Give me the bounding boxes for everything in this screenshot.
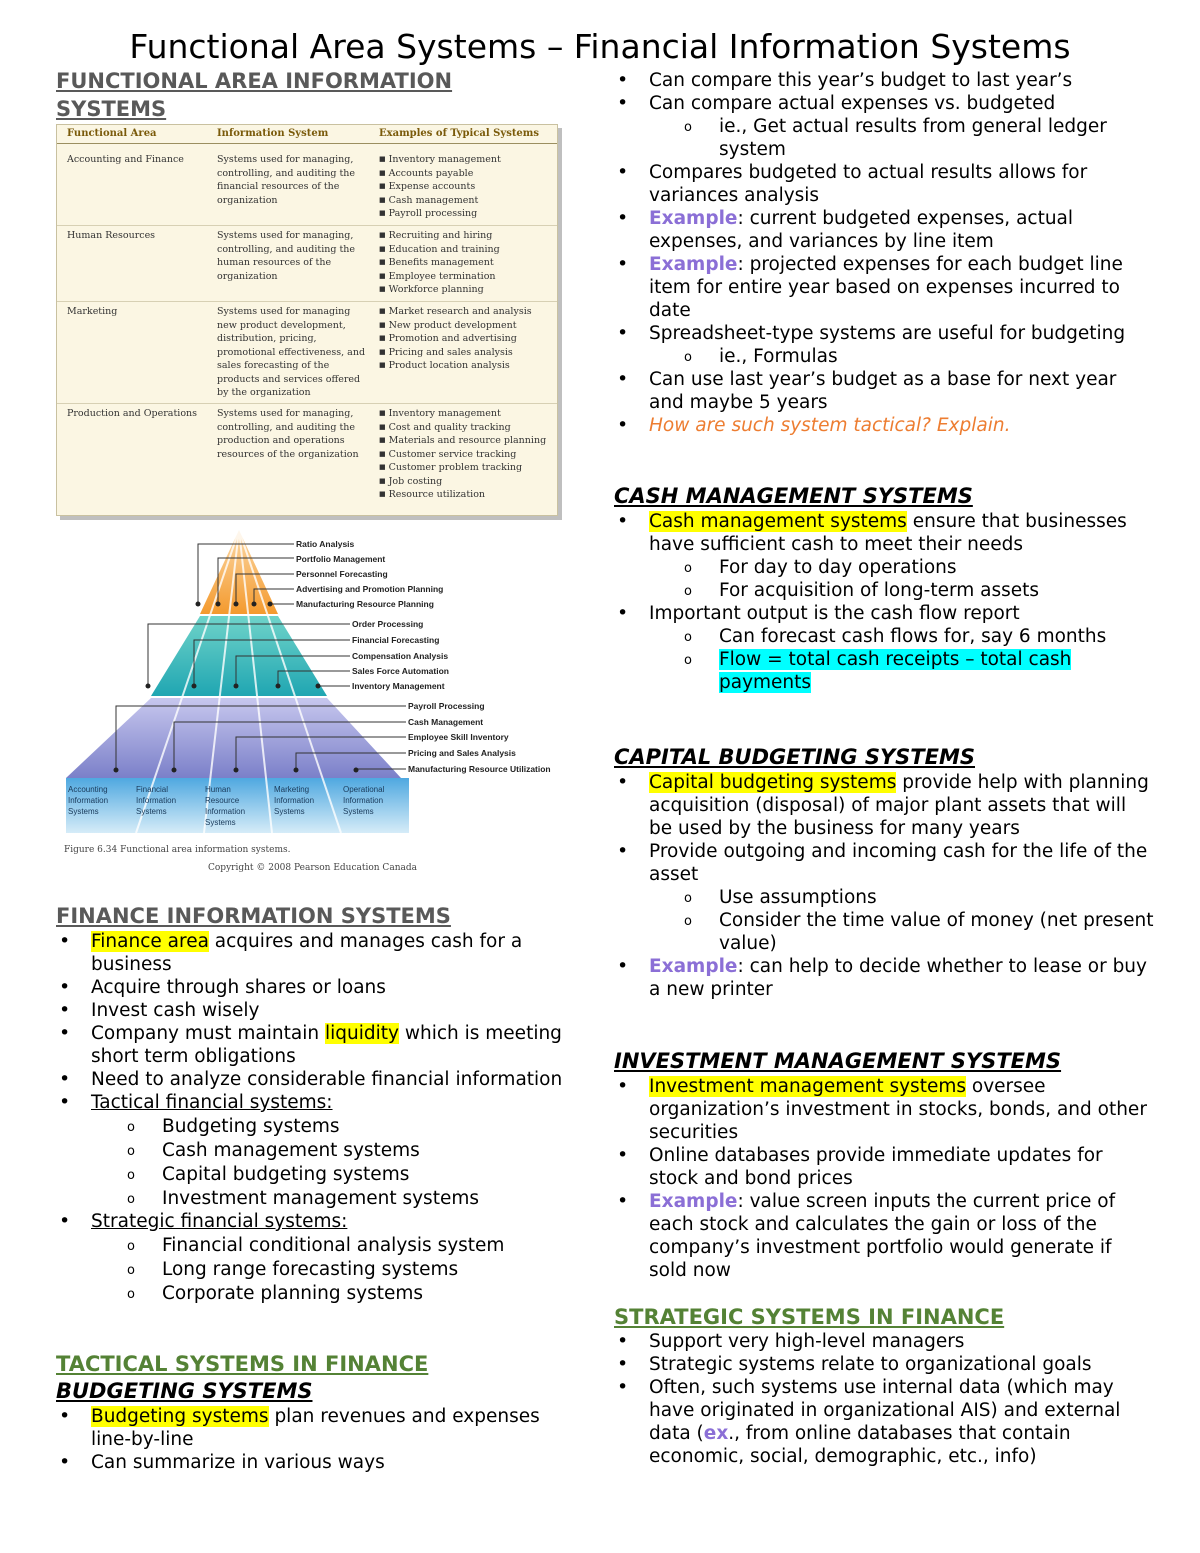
table-cell: Marketing	[67, 306, 118, 317]
highlight-term: Flow = total cash receipts – total cash payments	[719, 649, 1072, 693]
sub-list-item: o For acquisition of long-term assets	[614, 579, 1154, 602]
item-text: Company must maintain	[91, 1023, 325, 1044]
base-label: Information	[274, 796, 315, 805]
sub-list-item: o Use assumptions	[614, 886, 1154, 909]
sub-list-item: o Financial conditional analysis system	[56, 1234, 576, 1257]
highlight-term: Budgeting systems	[91, 1406, 269, 1427]
list-item: ■ Product location analysis	[379, 359, 554, 373]
item-text: oversee organization’s investment in stocks, bonds, and other securities	[649, 1076, 1147, 1143]
sub-list-item: o Budgeting systems	[56, 1115, 576, 1138]
list-item	[56, 1022, 576, 1068]
list-item: • Important output is the cash flow report	[614, 602, 1154, 625]
list-item: ■ Benefits management	[379, 256, 554, 270]
highlight-term: Capital budgeting systems	[649, 772, 897, 793]
item-text: ., from online databases that contain economic, social, demographic, etc., info)	[649, 1423, 1071, 1467]
list-item: ■ Cost and quality tracking	[379, 421, 554, 435]
base-label: Information	[68, 796, 109, 805]
list-item: ■ Workforce planning	[379, 283, 554, 297]
list-item: ■ Inventory management	[379, 407, 554, 421]
item-text: plan revenues and expenses line-by-line	[91, 1406, 540, 1450]
pyramid-label: Ratio Analysis	[296, 539, 355, 549]
example-label: ex	[703, 1423, 729, 1444]
pyramid-label: Manufacturing Resource Planning	[296, 599, 434, 609]
base-label: Information	[136, 796, 177, 805]
pyramid-label: Order Processing	[352, 619, 424, 629]
fais-heading-2: SYSTEMS	[56, 97, 167, 121]
sub-list-item: o ie., Formulas	[614, 345, 1154, 368]
item-text: acquires and manages cash for a business	[91, 931, 523, 975]
list-item: • Support very high-level managers	[614, 1330, 1154, 1353]
cash-list	[614, 510, 1154, 694]
list-item: • Can compare actual expenses vs. budgeted	[614, 92, 1154, 115]
highlight-term: Cash management systems	[649, 511, 907, 532]
sub-list-item: o Long range forecasting systems	[56, 1258, 576, 1281]
list-item	[614, 1190, 1154, 1282]
fais-heading: FUNCTIONAL AREA INFORMATION	[56, 69, 453, 93]
pyramid-label: Employee Skill Inventory	[408, 732, 509, 742]
list-item: ■ Resource utilization	[379, 488, 554, 502]
pyramid-label: Pricing and Sales Analysis	[408, 748, 516, 758]
list-item: ■ Recruiting and hiring	[379, 229, 554, 243]
highlight-term: liquidity	[324, 1023, 399, 1044]
list-item: • Can compare this year’s budget to last year’s	[614, 69, 1154, 92]
list-item: ■ Materials and resource planning	[379, 434, 554, 448]
list-item: • Provide outgoing and incoming cash for the life of the asset	[614, 840, 1154, 886]
base-label: Marketing	[274, 785, 310, 794]
list-item	[614, 207, 1154, 253]
list-item	[614, 510, 1154, 556]
table-cell	[379, 153, 554, 221]
sub-list-item: o For day to day operations	[614, 556, 1154, 579]
table-header	[57, 125, 557, 144]
list-item: ■ Inventory management	[379, 153, 554, 167]
example-label: Example	[649, 1191, 738, 1212]
list-item: ■ Education and training	[379, 243, 554, 257]
item-text: provide help with planning acquisition (disposal) of major plant assets that will be used by the business for many years	[649, 772, 1149, 839]
investment-heading: INVESTMENT MANAGEMENT SYSTEMS	[614, 1049, 1062, 1073]
list-item: • Can summarize in various ways	[56, 1451, 576, 1474]
base-label: Resource	[205, 796, 240, 805]
base-label: Systems	[343, 807, 374, 816]
list-item: • Spreadsheet-type systems are useful for budgeting	[614, 322, 1154, 345]
finance-heading: FINANCE INFORMATION SYSTEMS	[56, 904, 451, 928]
pyramid-label: Cash Management	[408, 717, 484, 727]
sub-list-item: o Investment management systems	[56, 1187, 576, 1210]
pyramid-label: Compensation Analysis	[352, 651, 449, 661]
finance-list	[56, 930, 576, 1305]
pyramid-tier-top	[200, 530, 278, 614]
budgeting-list	[56, 1405, 576, 1474]
highlight-term: Investment management systems	[649, 1076, 966, 1097]
base-label: Accounting	[68, 785, 108, 794]
base-label: Systems	[68, 807, 99, 816]
item-text: : can help to decide whether to lease or buy a new printer	[649, 956, 1147, 1000]
base-label: Information	[343, 796, 384, 805]
list-item: ■ Market research and analysis	[379, 305, 554, 319]
list-item	[56, 930, 576, 976]
base-label: Information	[205, 807, 246, 816]
pyramid-label: Advertising and Promotion Planning	[296, 584, 444, 594]
item-text: Often, such systems use internal data (which may have originated in organizational AIS) and external data (	[649, 1377, 1121, 1444]
table-cell: Systems used for managing new product development, distribution, pricing, promotional effectiveness, and sales forecasting of the products and services offered by the organization	[217, 306, 366, 398]
tactical-heading: TACTICAL SYSTEMS IN FINANCE	[56, 1352, 429, 1376]
capital-heading: CAPITAL BUDGETING SYSTEMS	[614, 745, 975, 769]
list-item: ■ Customer service tracking	[379, 448, 554, 462]
sub-list-item	[614, 648, 1154, 694]
item-text: : projected expenses for each budget line item for entire year based on expenses incurred to date	[649, 254, 1123, 321]
pyramid-label: Sales Force Automation	[352, 666, 449, 676]
list-item	[614, 955, 1154, 1001]
pyramid-label: Payroll Processing	[408, 701, 485, 711]
example-label: Example	[649, 254, 738, 275]
table-header-cell: Examples of Typical Systems	[379, 128, 540, 139]
list-item	[614, 1075, 1154, 1144]
list-item: ■ Employee termination	[379, 270, 554, 284]
list-item: ■ New product development	[379, 319, 554, 333]
pyramid-label: Personnel Forecasting	[296, 569, 388, 579]
table-cell: Accounting and Finance	[67, 154, 184, 165]
item-text: ensure that businesses have sufficient cash to meet their needs	[649, 511, 1127, 555]
list-item: • Online databases provide immediate updates for stock and bond prices	[614, 1144, 1154, 1190]
list-item: • Compares budgeted to actual results allows for variances analysis	[614, 161, 1154, 207]
table-cell: Human Resources	[67, 230, 156, 241]
strategic-heading: STRATEGIC SYSTEMS IN FINANCE	[614, 1305, 1005, 1329]
item-text: Strategic financial systems:	[91, 1211, 348, 1232]
cash-heading: CASH MANAGEMENT SYSTEMS	[614, 484, 973, 508]
figure-caption: Figure 6.34 Functional area information systems.	[64, 845, 291, 855]
table-cell	[379, 407, 554, 502]
sub-list-item: o Capital budgeting systems	[56, 1163, 576, 1186]
base-label: Financial	[136, 785, 169, 794]
figure-copyright: Copyright © 2008 Pearson Education Canada	[208, 863, 417, 873]
table-header-cell: Information System	[217, 128, 329, 139]
list-item: • Need to analyze considerable financial information	[56, 1068, 576, 1091]
list-item: • Strategic systems relate to organizational goals	[614, 1353, 1154, 1376]
list-item	[56, 1091, 576, 1114]
sub-list-item: o Corporate planning systems	[56, 1282, 576, 1305]
list-item: • Acquire through shares or loans	[56, 976, 576, 999]
list-item: • Invest cash wisely	[56, 999, 576, 1022]
base-label: Operational	[343, 785, 385, 794]
list-item: ■ Job costing	[379, 475, 554, 489]
example-label: Example	[649, 956, 738, 977]
list-item: ■ Payroll processing	[379, 207, 554, 221]
budget-continued-list	[614, 69, 1154, 437]
functional-area-table	[56, 124, 558, 516]
capital-list	[614, 771, 1154, 1001]
list-item	[614, 414, 1154, 437]
table-cell	[379, 305, 554, 373]
budgeting-heading: BUDGETING SYSTEMS	[56, 1379, 313, 1403]
pyramid-label: Financial Forecasting	[352, 635, 440, 645]
pyramid-label: Portfolio Management	[296, 554, 386, 564]
table-cell: Systems used for managing, controlling, and auditing the production and operations resources of the organization	[217, 408, 359, 460]
table-cell: Systems used for managing, controlling, and auditing the financial resources of the organization	[217, 154, 356, 206]
base-label: Systems	[136, 807, 167, 816]
table-cell: Production and Operations	[67, 408, 198, 419]
sub-list-item: o Consider the time value of money (net present value)	[614, 909, 1154, 955]
page-title: Functional Area Systems – Financial Information Systems	[129, 27, 1071, 66]
list-item: ■ Promotion and advertising	[379, 332, 554, 346]
list-item	[614, 1376, 1154, 1468]
sub-list-item: o Cash management systems	[56, 1139, 576, 1162]
list-item: ■ Customer problem tracking	[379, 461, 554, 475]
base-label: Systems	[274, 807, 305, 816]
strategic-list	[614, 1330, 1154, 1468]
base-label: Human	[205, 785, 231, 794]
list-item: ■ Expense accounts	[379, 180, 554, 194]
table-header-cell: Functional Area	[67, 128, 157, 139]
list-item	[56, 1210, 576, 1233]
item-text: : current budgeted expenses, actual expenses, and variances by line item	[649, 208, 1074, 252]
table-row	[57, 407, 557, 513]
list-item: ■ Accounts payable	[379, 167, 554, 181]
list-item: ■ Pricing and sales analysis	[379, 346, 554, 360]
item-text: : value screen inputs the current price of each stock and calculates the gain or loss of the company’s investment portfolio would generate if sold now	[649, 1191, 1116, 1281]
functional-area-pyramid-diagram	[56, 526, 566, 882]
sub-list-item: o Can forecast cash flows for, say 6 months	[614, 625, 1154, 648]
table-cell	[379, 229, 554, 297]
table-cell: Systems used for managing, controlling, and auditing the human resources of the organization	[217, 230, 356, 282]
highlight-term: Finance area	[91, 931, 209, 952]
item-text: which is meeting short term obligations	[91, 1023, 562, 1067]
example-label: Example	[649, 208, 738, 229]
table-row	[57, 229, 557, 302]
list-item	[56, 1405, 576, 1451]
investment-list	[614, 1075, 1154, 1282]
list-item	[614, 253, 1154, 322]
table-row	[57, 153, 557, 226]
list-item	[614, 771, 1154, 840]
sub-list-item: o ie., Get actual results from general ledger system	[614, 115, 1154, 161]
pyramid-label: Inventory Management	[352, 681, 445, 691]
list-item: ■ Cash management	[379, 194, 554, 208]
item-text: Tactical financial systems:	[91, 1092, 333, 1113]
list-item: • Can use last year’s budget as a base for next year and maybe 5 years	[614, 368, 1154, 414]
table-row	[57, 305, 557, 404]
pyramid-label: Manufacturing Resource Utilization	[408, 764, 551, 774]
base-label: Systems	[205, 818, 236, 827]
question-text: How are such system tactical? Explain.	[649, 415, 1011, 436]
